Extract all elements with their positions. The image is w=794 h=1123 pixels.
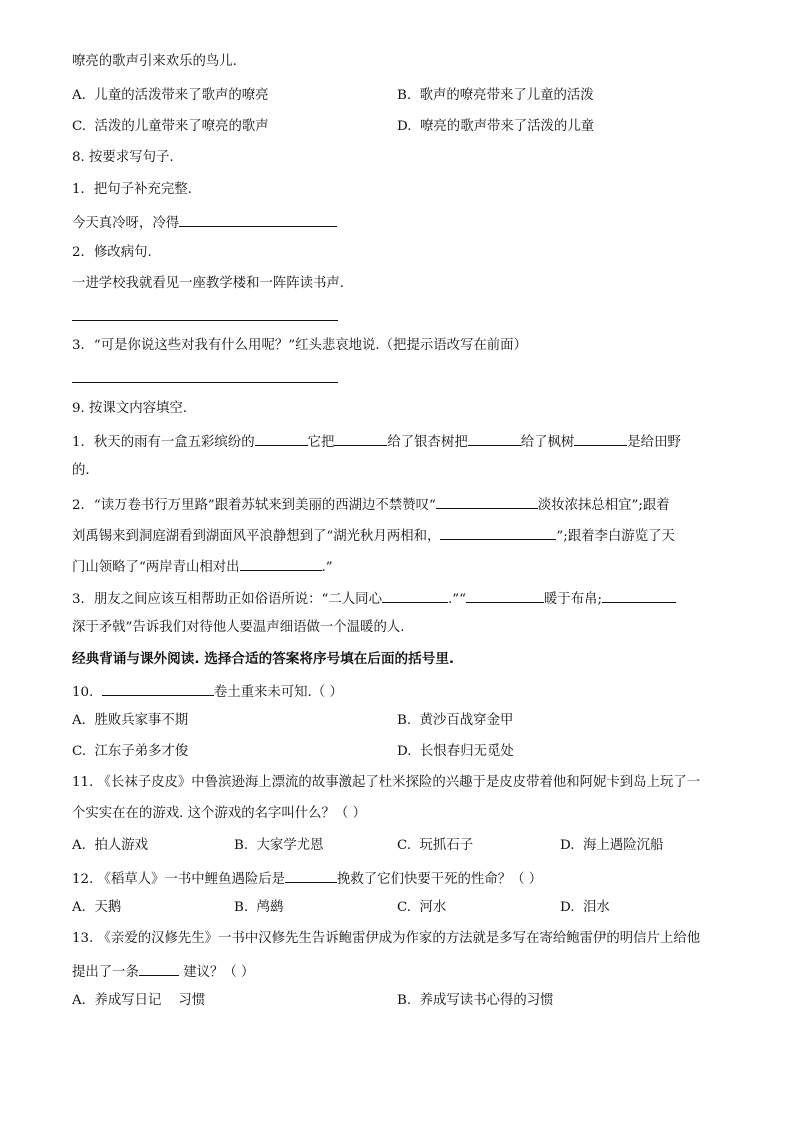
text: 12. 《稻草人》一书中鲤鱼遇险后是 xyxy=(72,872,286,887)
option-label: B. xyxy=(397,88,412,103)
option-label: C. xyxy=(72,119,87,134)
q8-sub1-text: 今天真冷呀，冷得 xyxy=(72,216,180,231)
option-text: 胜败兵家事不期 xyxy=(94,713,189,728)
text: .” xyxy=(321,560,333,575)
q11-option-c[interactable] xyxy=(397,836,473,856)
q11-option-d[interactable] xyxy=(560,836,663,856)
q12-option-b[interactable] xyxy=(234,898,283,918)
q8-sub2-text: 一进学校我就看见一座教学楼和一阵阵读书声. xyxy=(72,276,345,291)
option-text: 天鹅 xyxy=(94,900,122,915)
option-label: D. xyxy=(397,119,412,134)
answer-blank[interactable] xyxy=(334,430,387,446)
option-text: 拍人游戏 xyxy=(94,838,149,853)
q11-stem-line1: 11. 《长袜子皮皮》中鲁滨逊海上漂流的故事激起了杜米探险的兴趣于是皮皮带着他和阿妮卡到岛上玩了一 xyxy=(72,775,701,790)
option-label: D. xyxy=(397,744,412,759)
answer-line[interactable] xyxy=(72,320,338,321)
option-label: B. xyxy=(234,900,249,915)
option-label: B. xyxy=(397,993,412,1008)
q13-stem-line2 xyxy=(72,960,722,983)
answer-blank[interactable] xyxy=(285,867,337,883)
q13-stem-line1: 13. 《亲爱的汉修先生》一书中汉修先生告诉鲍雷伊成为作家的方法就是多写在寄给鲍雷伊的明信片上给他 xyxy=(72,931,701,946)
option-label: C. xyxy=(397,900,412,915)
option-text: 歌声的嘹亮带来了儿童的活泼 xyxy=(419,88,594,103)
option-text: 养成写日记 习惯 xyxy=(94,993,206,1008)
q7-continuation xyxy=(72,52,722,72)
answer-line[interactable] xyxy=(72,382,338,383)
q8-sub1-line xyxy=(72,211,722,234)
q9-sub3-line1 xyxy=(72,587,722,610)
section-heading: 经典背诵与课外阅读. 选择合适的答案将序号填在后面的括号里. xyxy=(72,651,455,667)
option-label: B. xyxy=(397,713,412,728)
q9-sub3-line2: 深于矛戟”告诉我们对待他人要温声细语做一个温暖的人. xyxy=(72,620,405,635)
text: 淡妆浓抹总相宜”;跟着 xyxy=(537,498,670,513)
option-text: 活泼的儿童带来了嘹亮的歌声 xyxy=(94,119,269,134)
option-text: 泪水 xyxy=(583,900,610,915)
text: 挽救了它们快要干死的性命？（ ） xyxy=(337,872,543,887)
option-text: 玩抓石子 xyxy=(419,838,474,853)
answer-blank[interactable] xyxy=(382,587,448,603)
option-label: A. xyxy=(72,993,86,1008)
q12-option-c[interactable] xyxy=(397,898,446,918)
answer-blank[interactable] xyxy=(574,430,627,446)
text: 2．“读万卷书行万里路”跟着苏轼来到美丽的西湖边不禁赞叹“ xyxy=(72,498,436,513)
q7-option-c[interactable] xyxy=(72,117,269,137)
q8-title: 8. 按要求写句子. xyxy=(72,150,174,165)
answer-blank[interactable] xyxy=(240,555,322,571)
option-text: 河水 xyxy=(419,900,447,915)
answer-blank[interactable] xyxy=(255,430,308,446)
option-label: D. xyxy=(560,838,575,853)
option-label: A. xyxy=(72,900,86,915)
q10-option-b[interactable] xyxy=(397,711,513,731)
q7-option-b[interactable] xyxy=(397,86,594,106)
option-label: A. xyxy=(72,713,86,728)
text: 给了银杏树把 xyxy=(387,435,468,450)
text: 刘禹锡来到洞庭湖看到湖面风平浪静想到了“湖光秋月两相和， xyxy=(72,529,441,544)
q7-option-d[interactable] xyxy=(397,117,594,137)
answer-blank[interactable] xyxy=(436,493,538,509)
answer-blank[interactable] xyxy=(139,960,179,976)
option-text: 鸬鹚 xyxy=(256,900,284,915)
text: 暖于布帛; xyxy=(543,592,602,607)
text: 门山领略了“两岸青山相对出 xyxy=(72,560,240,575)
q12-stem xyxy=(72,867,722,890)
question-number: 10. xyxy=(72,685,94,700)
option-text: 儿童的活泼带来了歌声的嘹亮 xyxy=(94,88,269,103)
q8-sub2-title: 2．修改病句. xyxy=(72,245,152,260)
q9-sub2-line3 xyxy=(72,555,722,578)
option-label: A. xyxy=(72,88,86,103)
answer-blank[interactable] xyxy=(179,211,337,227)
q11-stem-line2: 个实实在在的游戏. 这个游戏的名字叫什么？（ ） xyxy=(72,806,366,821)
q10-option-a[interactable] xyxy=(72,711,188,731)
q11-option-b[interactable] xyxy=(234,836,324,856)
q9-sub1-line1 xyxy=(72,430,722,453)
q8-sub3-text: 3．“可是你说这些对我有什么用呢？”红头悲哀地说.（把提示语改写在前面） xyxy=(72,338,527,353)
option-text: 嘹亮的歌声带来了活泼的儿童 xyxy=(420,119,595,134)
text: 它把 xyxy=(307,435,335,450)
option-text: 海上遇险沉船 xyxy=(583,838,664,853)
text: 3．朋友之间应该互相帮助正如俗语所说：“二人同心 xyxy=(72,592,382,607)
q8-sub1-title: 1．把句子补充完整. xyxy=(72,182,192,197)
text: 给了枫树 xyxy=(520,435,575,450)
option-text: 江东子弟多才俊 xyxy=(94,744,189,759)
q10-stem xyxy=(72,680,722,703)
q11-option-a[interactable] xyxy=(72,836,148,856)
option-text: 长恨春归无觅处 xyxy=(420,744,514,759)
answer-blank[interactable] xyxy=(440,524,556,540)
option-label: D. xyxy=(560,900,575,915)
option-text: 大家学尤恩 xyxy=(256,838,324,853)
text: 是给田野 xyxy=(627,435,681,450)
option-label: C. xyxy=(72,744,87,759)
q10-option-c[interactable] xyxy=(72,742,188,762)
q13-option-a[interactable] xyxy=(72,991,205,1011)
q9-sub2-line1 xyxy=(72,493,722,516)
option-text: 养成写读书心得的习惯 xyxy=(419,993,554,1008)
text: 建议？（ ） xyxy=(178,965,255,980)
text: 1．秋天的雨有一盒五彩缤纷的 xyxy=(72,435,255,450)
q7-cont-text: 嘹亮的歌声引来欢乐的鸟儿. xyxy=(72,54,237,69)
answer-blank[interactable] xyxy=(102,680,214,696)
option-label: A. xyxy=(72,838,86,853)
q13-option-b[interactable] xyxy=(397,991,554,1011)
q12-option-d[interactable] xyxy=(560,898,610,918)
text: ”;跟着李白游览了天 xyxy=(556,529,675,544)
q7-option-a[interactable] xyxy=(72,86,269,106)
answer-blank[interactable] xyxy=(466,587,544,603)
q9-sub2-line2 xyxy=(72,524,722,547)
text: 卷土重来未可知.（ ） xyxy=(213,685,343,700)
q10-option-d[interactable] xyxy=(397,742,514,762)
text: .”“ xyxy=(447,592,466,607)
text: 提出了一条 xyxy=(72,965,139,980)
option-label: B. xyxy=(234,838,249,853)
option-label: C. xyxy=(397,838,412,853)
option-text: 黄沙百战穿金甲 xyxy=(419,713,514,728)
answer-blank[interactable] xyxy=(602,587,676,603)
q9-title: 9. 按课文内容填空. xyxy=(72,401,188,416)
answer-blank[interactable] xyxy=(468,430,521,446)
q12-option-a[interactable] xyxy=(72,898,121,918)
q9-sub1-line2: 的. xyxy=(72,463,90,478)
